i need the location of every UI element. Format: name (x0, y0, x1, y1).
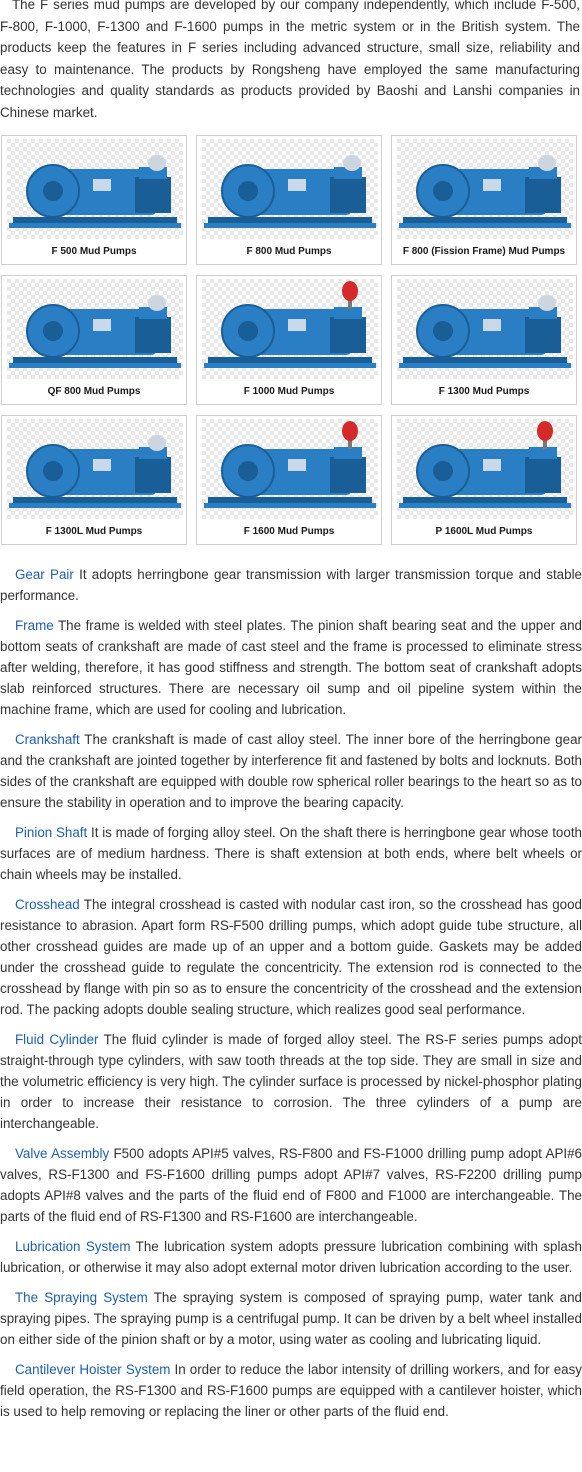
feature-text: It adopts herringbone gear transmission with larger transmission torque and stable performance. (0, 567, 582, 603)
feature-paragraph (0, 1287, 582, 1350)
mud-pump-image[interactable] (397, 279, 573, 379)
product-caption[interactable]: F 500 Mud Pumps (51, 246, 137, 257)
feature-text: In order to reduce the labor intensity of drilling workers, and for easy field operation, the RS-F1300 and RS-F1600 pumps are equipped with a cantilever hoister, which is used to help removing or replacing the liner or other parts of the fluid end. (0, 1362, 582, 1419)
product-caption[interactable]: F 1600 Mud Pumps (243, 526, 335, 537)
product-caption[interactable]: P 1600L Mud Pumps (435, 526, 533, 537)
product-caption[interactable]: F 1300L Mud Pumps (45, 526, 143, 537)
feature-label: Crosshead (15, 897, 80, 912)
mud-pump-image[interactable] (202, 139, 378, 239)
feature-paragraph (0, 894, 582, 1020)
mud-pump-image[interactable] (397, 139, 573, 239)
feature-label: Valve Assembly (15, 1146, 110, 1161)
product-caption[interactable]: F 1300 Mud Pumps (438, 386, 530, 397)
product-card[interactable] (1, 415, 187, 545)
feature-label: Cantilever Hoister System (15, 1362, 171, 1377)
product-caption[interactable]: QF 800 Mud Pumps (47, 386, 141, 397)
feature-label: Frame (15, 618, 54, 633)
feature-text: The spraying system is composed of spraying pump, water tank and spraying pipes. The spraying pump is a centrifugal pump. It can be driven by a belt wheel installed on either side of the pinion shaft or by a motor, using water as cooling and lubricating liquid. (0, 1290, 582, 1347)
feature-label: Lubrication System (15, 1239, 131, 1254)
product-card[interactable] (391, 275, 577, 405)
feature-text: F500 adopts API#5 valves, RS-F800 and FS-F1000 drilling pump adopt API#6 valves, RS-F1300 and FS-F1600 drilling pumps adopt API#7 valves, RS-F2200 drilling pump adopts API#8 valves and the parts of the fluid end of F800 and F1000 are interchangeable. The parts of the fluid end of RS-F1300 and RS-F1600 are interchangeable. (0, 1146, 582, 1224)
product-caption[interactable]: F 800 Mud Pumps (246, 246, 332, 257)
product-card[interactable] (196, 275, 382, 405)
feature-sections (0, 564, 582, 1431)
feature-paragraph (0, 729, 582, 813)
feature-text: It is made of forging alloy steel. On the shaft there is herringbone gear whose tooth surfaces are of medium hardness. There is shaft extension at both ends, where belt wheels or chain wheels may be installed. (0, 825, 582, 882)
product-card[interactable] (1, 275, 187, 405)
mud-pump-image[interactable] (202, 419, 378, 519)
mud-pump-image[interactable] (7, 139, 183, 239)
feature-text: The frame is welded with steel plates. The pinion shaft bearing seat and the upper and bottom seats of crankshaft are made of cast steel and the frame is processed to eliminate stress after welding, therefore, it has good stiffness and strength. The bottom seat of crankshaft adopts slab reinforced structures. There are necessary oil sump and oil pipeline system within the machine frame, which are used for cooling and lubrication. (0, 618, 582, 717)
mud-pump-image[interactable] (397, 419, 573, 519)
mud-pump-image[interactable] (7, 419, 183, 519)
product-card[interactable] (196, 415, 382, 545)
feature-paragraph (0, 1029, 582, 1134)
feature-text: The integral crosshead is casted with nodular cast iron, so the crosshead has good resistance to abrasion. Apart form RS-F500 drilling pumps, which adopt guide tube structure, all other crosshead guides are made up of an upper and a bottom guide. Gaskets may be added under the crosshead guide to regulate the concentricity. The extension rod is connected to the crosshead by flange with pin so as to ensure the concentricity of the crosshead and the extension rod. The packing adopts double sealing structure, which realizes good seal performance. (0, 897, 582, 1017)
feature-paragraph (0, 615, 582, 720)
product-card[interactable] (391, 415, 577, 545)
feature-label: The Spraying System (15, 1290, 148, 1305)
product-caption[interactable]: F 1000 Mud Pumps (243, 386, 335, 397)
product-card[interactable] (1, 135, 187, 265)
product-caption[interactable]: F 800 (Fission Frame) Mud Pumps (402, 246, 566, 257)
feature-paragraph (0, 1359, 582, 1422)
feature-text: The crankshaft is made of cast alloy steel. The inner bore of the herringbone gear and the crankshaft are jointed together by interference fit and fastened by bolts and locknuts. Both sides of the crankshaft are equipped with double row spherical roller bearings to the heart so as to ensure the stability in operation and to improve the bearing capacity. (0, 732, 582, 810)
product-card[interactable] (391, 135, 577, 265)
feature-label: Gear Pair (15, 567, 74, 582)
mud-pump-image[interactable] (7, 279, 183, 379)
feature-paragraph (0, 564, 582, 606)
feature-paragraph (0, 822, 582, 885)
feature-label: Crankshaft (15, 732, 80, 747)
feature-paragraph (0, 1143, 582, 1227)
feature-text: The lubrication system adopts pressure lubrication combining with splash lubrication, or otherwise it may also adopt external motor driven lubrication according to the user. (0, 1239, 582, 1275)
intro-paragraph: The F series mud pumps are developed by our company independently, which include F-500, F-800, F-1000, F-1300 and F-1600 pumps in the metric system or in the British system. The products keep the features in F series including advanced structure, small size, reliability and easy to maintenance. The products by Rongsheng have employed the same manufacturing technologies and quality standards as products provided by Baoshi and Lanshi companies in Chinese market. (0, 0, 580, 120)
feature-label: Pinion Shaft (15, 825, 88, 840)
feature-label: Fluid Cylinder (15, 1032, 99, 1047)
mud-pump-image[interactable] (202, 279, 378, 379)
feature-text: The fluid cylinder is made of forged alloy steel. The RS-F series pumps adopt straight-through type cylinders, with saw tooth threads at the top side. They are small in size and the volumetric efficiency is very high. The cylinder surface is processed by nickel-phosphor plating in order to increase their resistance to corrosion. The three cylinders of a pump are interchangeable. (0, 1032, 582, 1131)
feature-paragraph (0, 1236, 582, 1278)
product-card[interactable] (196, 135, 382, 265)
